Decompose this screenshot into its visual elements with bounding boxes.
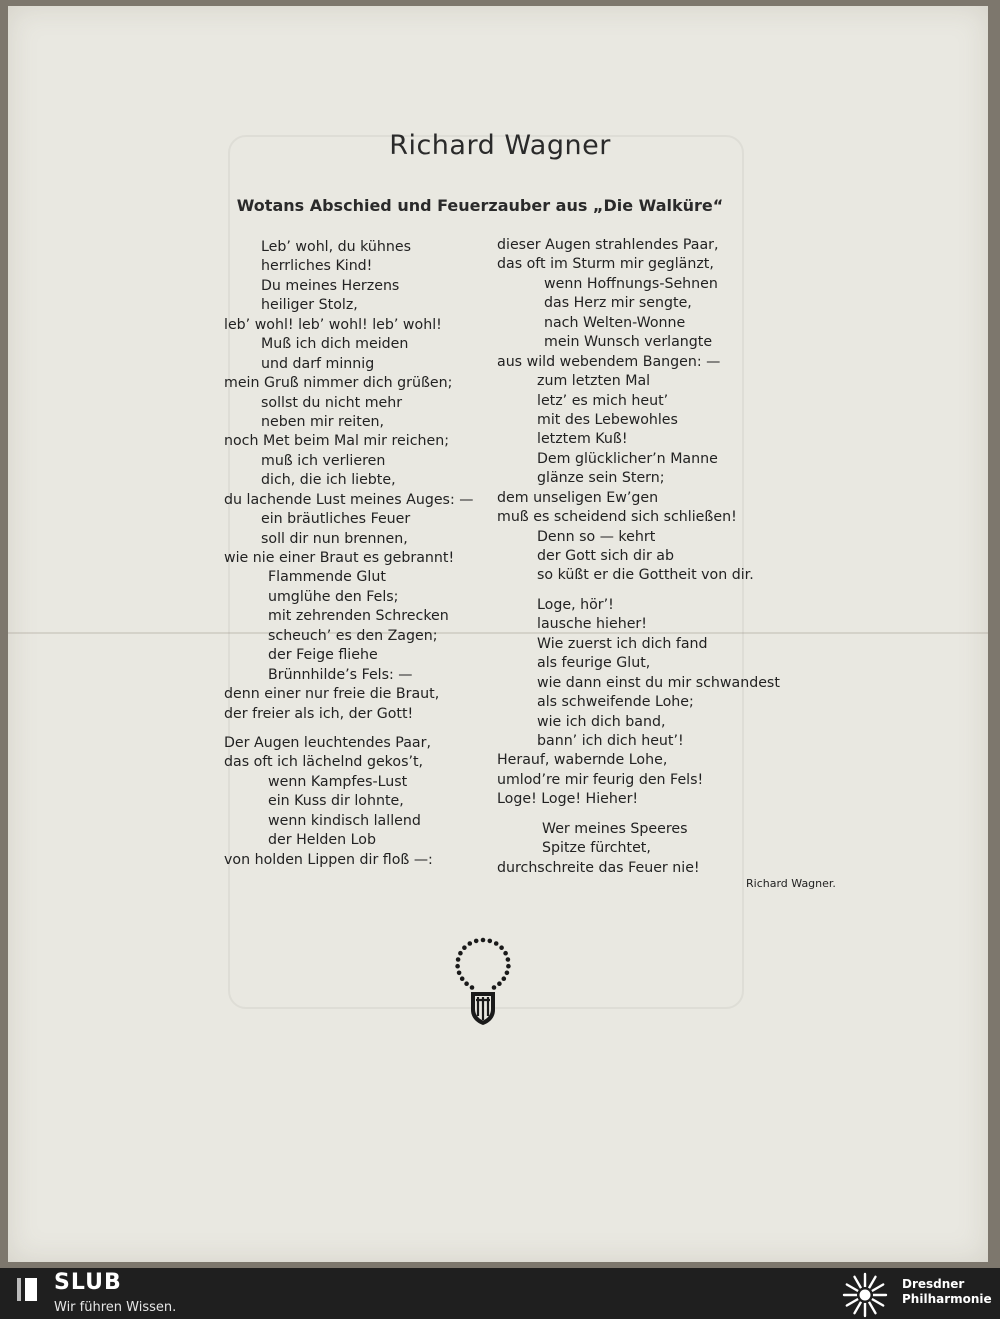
poem-line: Spitze fürchtet,	[542, 840, 651, 857]
poem-line: Du meines Herzens	[261, 277, 400, 294]
stanza-gap	[497, 586, 780, 596]
poem-line: aus wild webendem Bangen: —	[497, 353, 721, 370]
library-tagline: Wir führen Wissen.	[54, 1300, 177, 1315]
poem-line: herrliches Kind!	[261, 258, 373, 275]
poem-line: und darf minnig	[261, 355, 375, 372]
poem-line: muß ich verlieren	[261, 452, 386, 469]
poem-line: Muß ich dich meiden	[261, 336, 409, 353]
partner-name-line2: Philharmonie	[902, 1292, 992, 1306]
poem-line: Der Augen leuchtendes Paar,	[224, 734, 431, 751]
poem-line: denn einer nur freie die Braut,	[224, 686, 440, 703]
poem-line: mein Wunsch verlangte	[544, 334, 713, 351]
poem-line: wenn Hoffnungs-Sehnen	[544, 275, 718, 292]
poem-line: heiliger Stolz,	[261, 297, 358, 314]
poem-line: wie ich dich band,	[537, 713, 666, 730]
poem-line: muß es scheidend sich schließen!	[497, 509, 737, 526]
page-title: Richard Wagner	[389, 130, 611, 161]
poem-line: mit des Lebewohles	[537, 411, 678, 428]
poem-line: als feurige Glut,	[537, 655, 651, 672]
poem-line: dem unseligen Ew’gen	[497, 489, 659, 506]
poem-line: wenn Kampfes-Lust	[268, 773, 408, 790]
poem-line: ein bräutliches Feuer	[261, 511, 411, 528]
poem-line: das Herz mir sengte,	[544, 295, 692, 312]
stanza-gap	[224, 724, 473, 734]
poem-line: Flammende Glut	[268, 569, 386, 586]
poem-line: umglühe den Fels;	[268, 588, 399, 605]
footer-bar	[0, 1268, 1000, 1319]
poem-line: der freier als ich, der Gott!	[224, 705, 414, 722]
poem-line: von holden Lippen dir floß —:	[224, 851, 433, 868]
poem-line: letztem Kuß!	[537, 431, 628, 448]
poem-line: lausche hieher!	[537, 616, 647, 633]
poem-line: zum letzten Mal	[537, 373, 651, 390]
poem-line: du lachende Lust meines Auges: —	[224, 491, 474, 508]
poem-line: sollst du nicht mehr	[261, 394, 403, 411]
poem-line: der Gott sich dir ab	[537, 548, 675, 564]
poem-line: Dem glücklicher’n Manne	[537, 450, 718, 467]
poem-line: noch Met beim Mal mir reichen;	[224, 433, 449, 450]
poem-line: der Feige fliehe	[268, 647, 378, 664]
poem-line: dich, die ich liebte,	[261, 472, 396, 489]
poem-line: neben mir reiten,	[261, 413, 385, 430]
poem-line: Wer meines Speeres	[542, 820, 688, 837]
poem-line: Brünnhilde’s Fels: —	[268, 666, 413, 683]
poem-right-column	[497, 236, 780, 878]
poem-line: letz’ es mich heut’	[537, 392, 669, 409]
author-signature: Richard Wagner.	[746, 877, 836, 890]
poem-line: mit zehrenden Schrecken	[268, 608, 449, 625]
poem-line: Herauf, wabernde Lohe,	[497, 752, 668, 769]
poem-line: leb’ wohl! leb’ wohl! leb’ wohl!	[224, 316, 442, 333]
poem-line: umlod’re mir feurig den Fels!	[497, 771, 704, 788]
poem-line: wie dann einst du mir schwandest	[537, 674, 780, 691]
library-name: SLUB	[54, 1270, 122, 1295]
poem-subtitle: Wotans Abschied und Feuerzauber aus „Die Walküre“	[236, 196, 724, 215]
poem-line: nach Welten-Wonne	[544, 314, 686, 331]
partner-name-line1: Dresdner	[902, 1277, 965, 1291]
slub-book-icon	[12, 1274, 42, 1304]
poem-line: so küßt er die Gottheit von dir.	[537, 567, 754, 584]
poem-left-column	[224, 238, 473, 870]
poem-line: als schweifende Lohe;	[537, 694, 694, 711]
poem-line: das oft ich lächelnd gekos’t,	[224, 754, 424, 771]
poem-line: dieser Augen strahlendes Paar,	[497, 237, 719, 253]
poem-line: ein Kuss dir lohnte,	[268, 793, 404, 810]
poem-line: Leb’ wohl, du kühnes	[261, 239, 412, 255]
poem-line: Loge, hör’!	[537, 596, 614, 613]
poem-line: wenn kindisch lallend	[268, 812, 421, 829]
poem-line: wie nie einer Braut es gebrannt!	[224, 550, 455, 566]
printer-emblem-icon	[448, 936, 518, 1028]
poem-line: soll dir nun brennen,	[261, 530, 408, 547]
poem-line: Loge! Loge! Hieher!	[497, 791, 639, 808]
poem-line: durchschreite das Feuer nie!	[497, 859, 700, 876]
partner-name	[902, 1277, 992, 1307]
poem-line: das oft im Sturm mir geglänzt,	[497, 256, 714, 273]
poem-line: bann’ ich dich heut’!	[537, 732, 684, 749]
poem-line: scheuch’ es den Zagen;	[268, 627, 438, 644]
poem-line: mein Gruß nimmer dich grüßen;	[224, 375, 453, 392]
poem-line: der Helden Lob	[268, 832, 376, 849]
philharmonie-sunburst-icon	[842, 1272, 888, 1318]
stanza-gap	[497, 810, 780, 820]
poem-line: Wie zuerst ich dich fand	[537, 635, 708, 652]
poem-line: Denn so — kehrt	[537, 528, 656, 545]
poem-line: glänze sein Stern;	[537, 470, 665, 487]
